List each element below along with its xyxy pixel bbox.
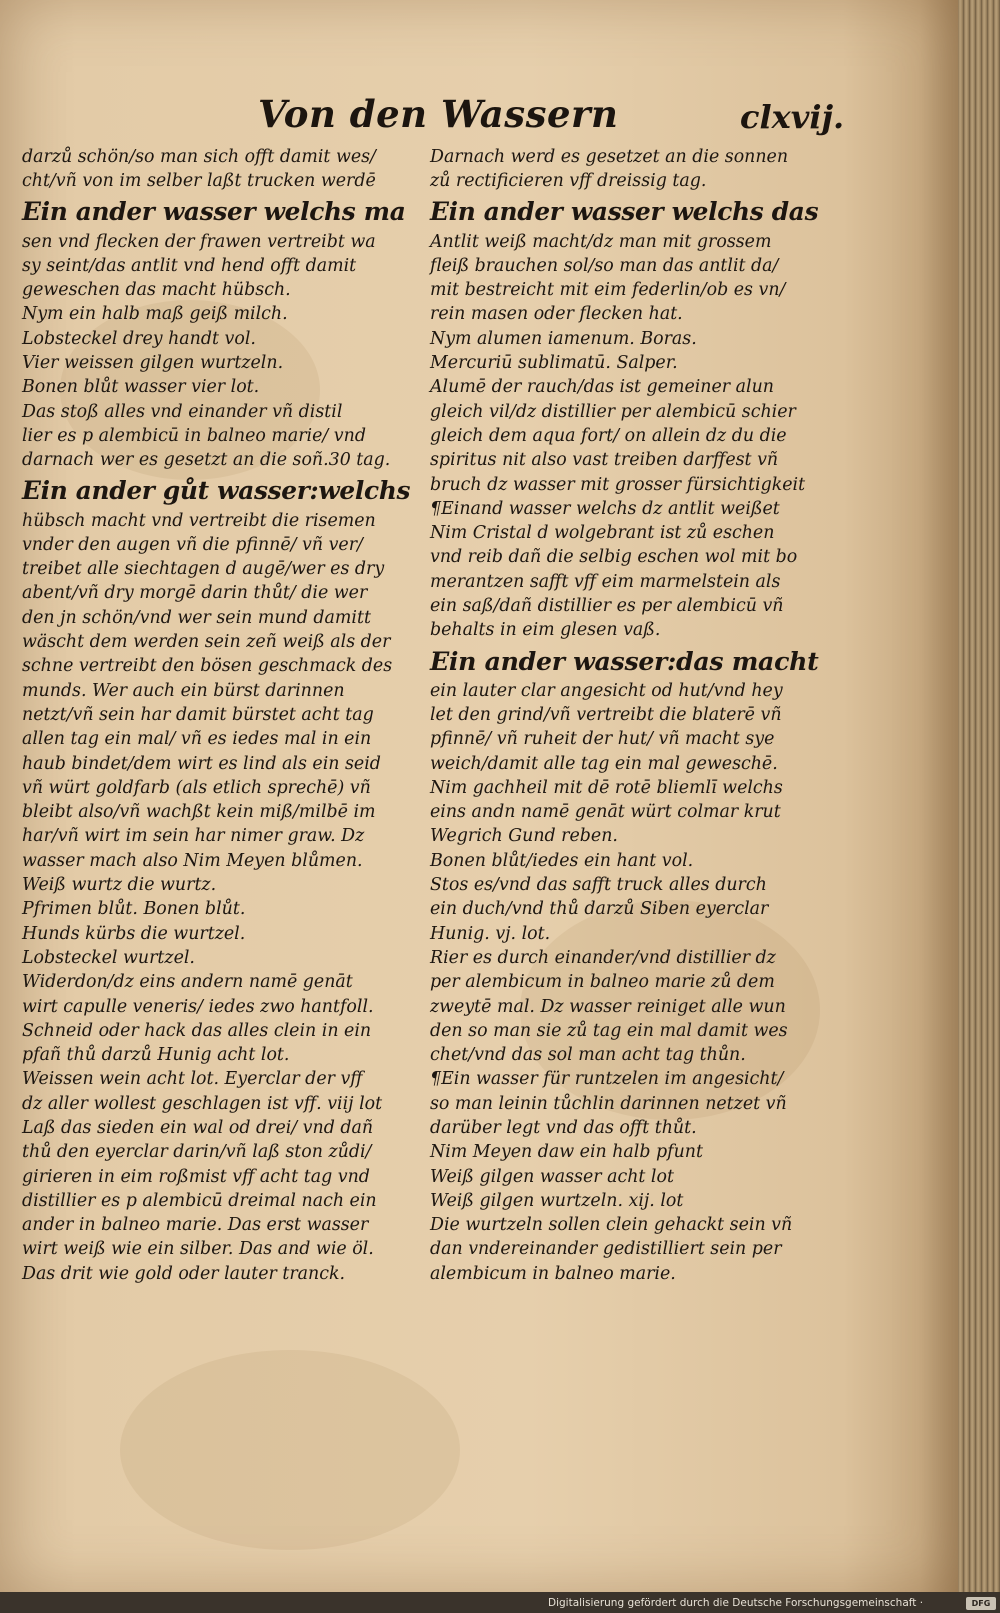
- left-column-text-line: abent/vñ dry morgē darin thůt/ die wer: [22, 583, 368, 604]
- left-column-text-line: darnach wer es gesetzt an die soñ.30 tag.: [22, 450, 391, 471]
- right-column-text-line: per alembicum in balneo marie zů dem: [430, 972, 775, 993]
- left-column-text-line: Das drit wie gold oder lauter tranck.: [22, 1263, 346, 1284]
- left-column-text-line: thů den eyerclar darin/vñ laß ston zůdi/: [22, 1142, 372, 1163]
- right-column-text-line: bruch dz wasser mit grosser fürsichtigkeit: [430, 474, 806, 495]
- left-column-text-line: wirt weiß wie ein silber. Das and wie öl.: [22, 1239, 374, 1260]
- left-column-text-line: Nym ein halb maß geiß milch.: [22, 304, 288, 325]
- left-column-text-line: sy seint/das antlit vnd hend offt damit: [22, 255, 357, 276]
- right-column-text-line: Nim gachheil mit dē rotē bliemlī welchs: [430, 777, 783, 798]
- left-column-text-line: treibet alle siechtagen d augē/wer es dry: [22, 559, 385, 580]
- right-column-text-line: Weiß gilgen wurtzeln. xij. lot: [430, 1190, 684, 1211]
- right-column-text-line: mit bestreicht mit eim federlin/ob es vn/: [430, 280, 786, 301]
- left-column-text-line: cht/vñ von im selber laßt trucken werdē: [22, 171, 376, 192]
- left-column-text-line: Pfrimen blůt. Bonen blůt.: [22, 899, 246, 920]
- right-column-text-line: zů rectificieren vff dreissig tag.: [430, 171, 707, 192]
- right-column-text-line: Stos es/vnd das safft truck alles durch: [430, 875, 767, 896]
- left-column-text-line: Weiß wurtz die wurtz.: [22, 875, 217, 896]
- right-column-text-line: vnd reib dañ die selbig eschen wol mit bo: [430, 547, 798, 568]
- right-column-text-line: Hunig. vj. lot.: [430, 923, 551, 944]
- left-column-heading: Ein ander gůt wasser:welchs: [22, 475, 411, 505]
- right-text-column: [430, 145, 819, 1286]
- left-column-text-line: ander in balneo marie. Das erst wasser: [22, 1215, 369, 1236]
- left-column-text-line: wasser mach also Nim Meyen blůmen.: [22, 850, 363, 871]
- left-column-text-line: Hunds kürbs die wurtzel.: [22, 923, 246, 944]
- left-column-text-line: vnder den augen vñ die pfinnē/ vñ ver/: [22, 534, 363, 555]
- left-column-text-line: darzů schön/so man sich offt damit wes/: [22, 147, 376, 167]
- left-column-text-line: Bonen blůt wasser vier lot.: [22, 377, 260, 398]
- left-column-text-line: Das stoß alles vnd einander vñ distil: [22, 401, 343, 422]
- left-text-column: [22, 145, 411, 1286]
- right-column-text-line: Die wurtzeln sollen clein gehackt sein vñ: [430, 1215, 793, 1236]
- running-head: Von den Wassern: [258, 92, 619, 136]
- left-column-text-line: har/vñ wirt im sein har nimer graw. Dz: [22, 826, 365, 847]
- left-column-text-line: netzt/vñ sein har damit bürstet acht tag: [22, 704, 374, 725]
- left-column-text-line: den jn schön/vnd wer sein mund damitt: [22, 607, 371, 628]
- right-column-text-line: ein saß/dañ distillier es per alembicū vñ: [430, 596, 784, 617]
- right-column-text-line: chet/vnd das sol man acht tag thůn.: [430, 1045, 746, 1066]
- paper-stain: [120, 1350, 460, 1550]
- left-column-text-line: Lobsteckel wurtzel.: [22, 947, 195, 968]
- right-column-text-line: gleich vil/dz distillier per alembicū schier: [430, 401, 796, 422]
- right-column-text-line: Rier es durch einander/vnd distillier dz: [430, 947, 776, 968]
- right-column-text-line: Darnach werd es gesetzet an die sonnen: [430, 147, 789, 167]
- left-column-text-line: geweschen das macht hübsch.: [22, 280, 291, 301]
- left-column-text-line: sen vnd flecken der frawen vertreibt wa: [22, 231, 376, 252]
- right-column-text-line: ein lauter clar angesicht od hut/vnd hey: [430, 680, 783, 701]
- left-column-text-line: munds. Wer auch ein bürst darinnen: [22, 680, 345, 701]
- right-column-text-line: den so man sie zů tag ein mal damit wes: [430, 1020, 788, 1041]
- left-column-text-line: girieren in eim roßmist vff acht tag vnd: [22, 1166, 370, 1187]
- left-column-heading: Ein ander wasser welchs ma: [22, 196, 406, 226]
- right-column-text-line: dan vndereinander gedistilliert sein per: [430, 1239, 782, 1260]
- left-column-text-line: Vier weissen gilgen wurtzeln.: [22, 353, 284, 374]
- right-column-text-line: Antlit weiß macht/dz man mit grossem: [430, 231, 772, 252]
- left-column-text-line: wirt capulle veneris/ iedes zwo hantfoll.: [22, 996, 374, 1017]
- left-column-text-line: vñ würt goldfarb (als etlich sprechē) vñ: [22, 777, 371, 798]
- left-column-text-line: Widerdon/dz eins andern namē genāt: [22, 972, 353, 993]
- right-column-text-line: let den grind/vñ vertreibt die blaterē vñ: [430, 704, 782, 725]
- right-column-text-line: darüber legt vnd das offt thůt.: [430, 1117, 697, 1138]
- right-column-text-line: merantzen safft vff eim marmelstein als: [430, 571, 781, 592]
- right-column-text-line: weich/damit alle tag ein mal geweschē.: [430, 753, 778, 774]
- right-column-text-line: Alumē der rauch/das ist gemeiner alun: [430, 377, 774, 398]
- right-column-text-line: fleiß brauchen sol/so man das antlit da/: [430, 255, 779, 276]
- right-column-text-line: Nym alumen iamenum. Boras.: [430, 328, 697, 349]
- left-column-text-line: dz aller wollest geschlagen ist vff. viij lot: [22, 1093, 383, 1114]
- right-column-text-line: alembicum in balneo marie.: [430, 1263, 676, 1284]
- right-column-text-line: ¶Ein wasser für runtzelen im angesicht/: [430, 1069, 784, 1090]
- right-column-text-line: Weiß gilgen wasser acht lot: [430, 1166, 674, 1187]
- right-column-text-line: pfinnē/ vñ ruheit der hut/ vñ macht sye: [430, 729, 775, 750]
- left-column-text-line: hübsch macht vnd vertreibt die risemen: [22, 510, 376, 531]
- left-column-text-line: Lobsteckel drey handt vol.: [22, 328, 256, 349]
- right-column-heading: Ein ander wasser welchs das: [430, 196, 819, 226]
- left-column-text-line: wäscht dem werden sein zeñ weiß als der: [22, 632, 391, 653]
- right-column-text-line: ein duch/vnd thů darzů Siben eyerclar: [430, 899, 769, 920]
- digitization-credit: Digitalisierung gefördert durch die Deutsche Forschungsgemeinschaft ·: [548, 1597, 924, 1609]
- right-column-text-line: rein masen oder flecken hat.: [430, 304, 683, 325]
- right-column-text-line: Mercuriū sublimatū. Salper.: [430, 353, 678, 374]
- right-column-text-line: eins andn namē genāt würt colmar krut: [430, 802, 781, 823]
- right-column-heading: Ein ander wasser:das macht: [430, 645, 819, 676]
- right-column-text-line: spiritus nit also vast treiben darffest vñ: [430, 450, 779, 471]
- right-column-text-line: Nim Cristal d wolgebrant ist zů eschen: [430, 523, 775, 544]
- right-column-text-line: Nim Meyen daw ein halb pfunt: [430, 1142, 703, 1163]
- left-column-text-line: distillier es p alembicū dreimal nach ein: [22, 1190, 377, 1211]
- right-column-text-line: Bonen blůt/iedes ein hant vol.: [430, 850, 694, 871]
- left-column-text-line: Schneid oder hack das alles clein in ein: [22, 1020, 372, 1041]
- dfg-logo: DFG: [966, 1597, 996, 1610]
- left-column-text-line: schne vertreibt den bösen geschmack des: [22, 656, 393, 677]
- right-column-text-line: gleich dem aqua fort/ on allein dz du die: [430, 425, 787, 446]
- right-column-text-line: ¶Einand wasser welchs dz antlit weißet: [430, 498, 780, 519]
- left-column-text-line: haub bindet/dem wirt es lind als ein seid: [22, 753, 381, 774]
- left-column-text-line: Laß das sieden ein wal od drei/ vnd dañ: [22, 1117, 374, 1138]
- left-column-text-line: Weissen wein acht lot. Eyerclar der vff: [22, 1069, 363, 1090]
- right-column-text-line: zweytē mal. Dz wasser reiniget alle wun: [430, 996, 786, 1017]
- left-column-text-line: lier es p alembicū in balneo marie/ vnd: [22, 425, 366, 446]
- page-stack-edge: [958, 0, 1000, 1592]
- left-column-text-line: pfañ thů darzů Hunig acht lot.: [22, 1045, 290, 1066]
- right-column-text-line: Wegrich Gund reben.: [430, 826, 618, 847]
- folio-number: clxvij.: [740, 98, 845, 136]
- right-column-text-line: so man leinin tůchlin darinnen netzet vñ: [430, 1093, 787, 1114]
- right-column-text-line: behalts in eim glesen vaß.: [430, 620, 661, 641]
- left-column-text-line: allen tag ein mal/ vñ es iedes mal in ein: [22, 729, 372, 750]
- left-column-text-line: bleibt also/vñ wachßt kein miß/milbē im: [22, 802, 376, 823]
